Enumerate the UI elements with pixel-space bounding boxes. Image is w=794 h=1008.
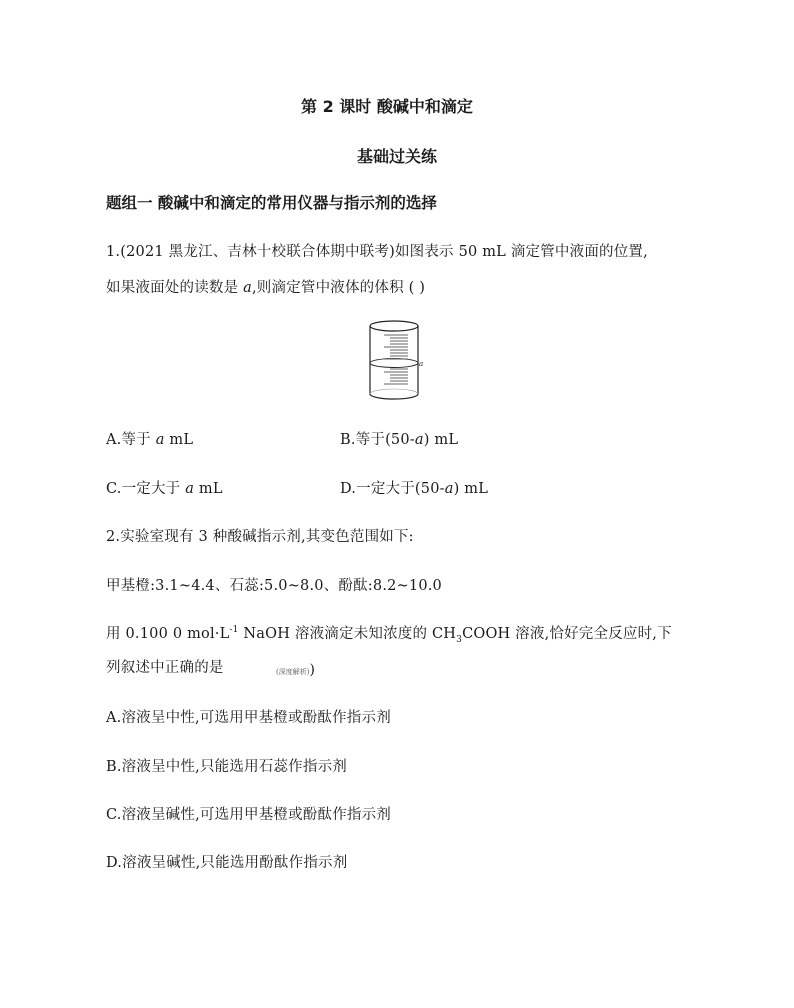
q1-option-a[interactable]: A.等于 a mL xyxy=(106,432,194,448)
page-title: 第 2 课时 酸碱中和滴定 xyxy=(301,97,473,116)
section-subtitle: 基础过关练 xyxy=(357,147,438,166)
q1-option-c[interactable]: C.一定大于 a mL xyxy=(106,481,223,497)
q2-option-a[interactable]: A.溶液呈中性,可选用甲基橙或酚酞作指示剂 xyxy=(106,710,391,726)
group-heading: 题组一 酸碱中和滴定的常用仪器与指示剂的选择 xyxy=(106,194,437,212)
question-2-line-4: 列叙述中正确的是 xyxy=(106,660,224,676)
question-2-indicator-ranges: 甲基橙:3.1~4.4、石蕊:5.0~8.0、酚酞:8.2~10.0 xyxy=(106,578,442,594)
q1-option-b[interactable]: B.等于(50-a) mL xyxy=(340,432,459,448)
question-1-line-1: 1.(2021 黑龙江、吉林十校联合体期中联考)如图表示 50 mL 滴定管中液面的位置, xyxy=(106,244,648,260)
figure-reading-label: a xyxy=(419,360,424,368)
q1-option-d[interactable]: D.一定大于(50-a) mL xyxy=(340,481,489,497)
burette-figure xyxy=(364,318,430,404)
question-2-line-1: 2.实验室现有 3 种酸碱指示剂,其变色范围如下: xyxy=(106,529,414,545)
question-2-line-3: 用 0.100 0 $mol\cdot L^{-1}$ NaOH 溶液滴定未知浓度的 $CH_3COOH$ 溶液,恰好完全反应时,下 xyxy=(106,625,672,645)
q2-option-d[interactable]: D.溶液呈碱性,只能选用酚酞作指示剂 xyxy=(106,855,348,871)
deep-analysis-note: (深度解析)) xyxy=(276,662,315,678)
q2-option-c[interactable]: C.溶液呈碱性,可选用甲基橙或酚酞作指示剂 xyxy=(106,807,391,823)
q2-option-b[interactable]: B.溶液呈中性,只能选用石蕊作指示剂 xyxy=(106,759,347,775)
question-1-line-2: 如果液面处的读数是 a,则滴定管中液体的体积 ( ) xyxy=(106,280,426,296)
